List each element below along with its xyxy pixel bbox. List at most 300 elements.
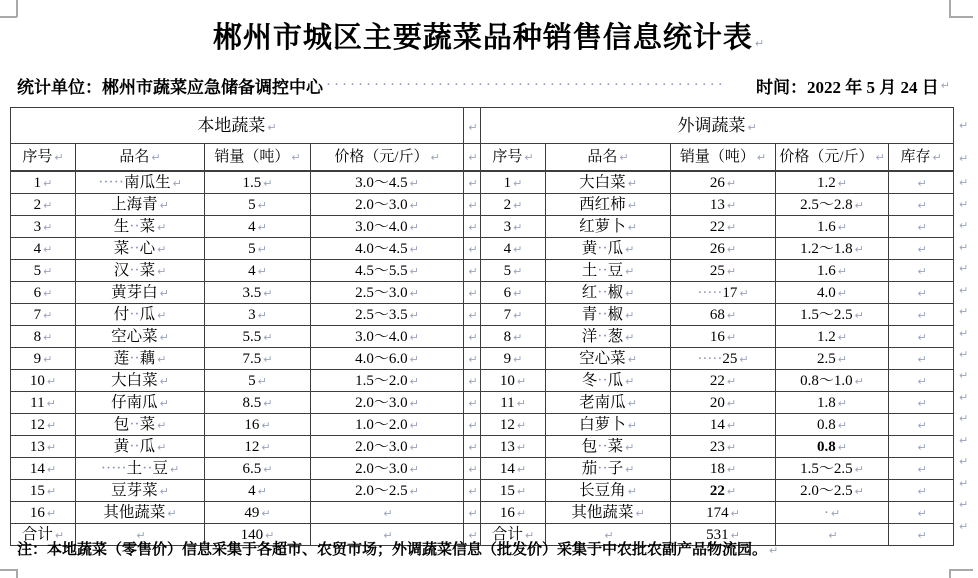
paragraph-mark: ↵ bbox=[854, 484, 864, 498]
paragraph-mark: ↵ bbox=[157, 352, 167, 366]
imported-price-cell: 1.6 ↵ bbox=[776, 260, 889, 282]
paragraph-mark: ↵ bbox=[513, 220, 523, 234]
local-seq-cell: 16 ↵ bbox=[11, 502, 76, 524]
local-price-cell: 4.0～4.5 ↵ bbox=[311, 238, 464, 260]
paragraph-mark: ↵ bbox=[959, 305, 969, 319]
paragraph-mark: ↵ bbox=[854, 242, 864, 256]
paragraph-mark: ↵ bbox=[468, 462, 478, 476]
paragraph-mark: ↵ bbox=[625, 308, 635, 322]
table-row bbox=[11, 458, 954, 480]
local-name-cell: 菜··心 ↵ bbox=[76, 238, 205, 260]
paragraph-mark: ↵ bbox=[854, 198, 864, 212]
paragraph-mark: ↵ bbox=[257, 220, 267, 234]
paragraph-mark: ↵ bbox=[43, 330, 53, 344]
imported-name-header: 品名 ↵ bbox=[546, 144, 671, 172]
paragraph-mark: ↵ bbox=[513, 286, 523, 300]
imported-price-cell: 2.0～2.5 ↵ bbox=[776, 480, 889, 502]
local-name-cell: 莲··藕 ↵ bbox=[76, 348, 205, 370]
local-price-cell: 2.5～3.0 ↵ bbox=[311, 282, 464, 304]
paragraph-mark: ↵ bbox=[917, 220, 927, 234]
local-name-header: 品名 ↵ bbox=[76, 144, 205, 172]
paragraph-mark: ↵ bbox=[917, 440, 927, 454]
paragraph-mark: ↵ bbox=[263, 462, 273, 476]
paragraph-mark: ↵ bbox=[625, 440, 635, 454]
paragraph-mark: ↵ bbox=[917, 176, 927, 190]
table-row bbox=[11, 414, 954, 436]
paragraph-mark: ↵ bbox=[625, 374, 635, 388]
local-price-cell: 1.5～2.0 ↵ bbox=[311, 370, 464, 392]
paragraph-mark: ↵ bbox=[409, 264, 419, 278]
paragraph-mark: ↵ bbox=[747, 121, 757, 134]
imported-sales-cell: ·····17 ↵ bbox=[671, 282, 776, 304]
paragraph-mark: ↵ bbox=[959, 433, 969, 447]
paragraph-mark-row bbox=[957, 172, 971, 193]
imported-name-cell: 西红柿 ↵ bbox=[546, 194, 671, 216]
local-sales-cell: 5 ↵ bbox=[205, 194, 311, 216]
paragraph-mark: ↵ bbox=[46, 484, 57, 498]
imported-sales-cell: 174 ↵ bbox=[671, 502, 776, 524]
paragraph-mark: ↵ bbox=[726, 440, 737, 454]
paragraph-mark-row bbox=[957, 193, 971, 214]
imported-name-cell: 冬··瓜 ↵ bbox=[546, 370, 671, 392]
paragraph-mark: ↵ bbox=[263, 396, 273, 410]
paragraph-mark: ↵ bbox=[917, 330, 927, 344]
paragraph-mark: ↵ bbox=[409, 308, 419, 322]
paragraph-mark: ↵ bbox=[409, 220, 419, 234]
paragraph-mark-row bbox=[957, 301, 971, 322]
paragraph-mark-row bbox=[957, 365, 971, 386]
paragraph-mark: ↵ bbox=[257, 198, 267, 212]
local-seq-cell: 13 ↵ bbox=[11, 436, 76, 458]
local-price-cell bbox=[311, 502, 464, 524]
local-sales-cell: 5 ↵ bbox=[205, 370, 311, 392]
paragraph-mark: ↵ bbox=[726, 330, 737, 344]
imported-seq-cell: 12 ↵ bbox=[481, 414, 546, 436]
paragraph-mark: ↵ bbox=[917, 418, 927, 432]
statistics-table bbox=[10, 107, 954, 546]
paragraph-mark: ↵ bbox=[726, 462, 737, 476]
paragraph-mark-row bbox=[957, 494, 971, 515]
paragraph-mark: ↵ bbox=[46, 396, 56, 410]
imported-stock-cell bbox=[889, 171, 954, 194]
imported-stock-cell bbox=[889, 370, 954, 392]
separator-cell bbox=[464, 216, 481, 238]
paragraph-mark: ↵ bbox=[136, 528, 146, 542]
imported-price-header: 价格（元/斤） ↵ bbox=[776, 144, 889, 172]
paragraph-mark: ↵ bbox=[959, 412, 969, 426]
imported-seq-cell: 15 ↵ bbox=[481, 480, 546, 502]
paragraph-mark-row bbox=[957, 516, 971, 537]
paragraph-mark: ↵ bbox=[619, 150, 629, 164]
imported-stock-cell bbox=[889, 282, 954, 304]
local-price-cell: 2.0～3.0 ↵ bbox=[311, 458, 464, 480]
local-seq-header: 序号 ↵ bbox=[11, 144, 76, 172]
local-sales-cell: 4 ↵ bbox=[205, 480, 311, 502]
paragraph-mark: ↵ bbox=[409, 198, 419, 212]
paragraph-mark: ↵ bbox=[468, 264, 478, 278]
paragraph-mark: ↵ bbox=[726, 484, 737, 498]
paragraph-mark: ↵ bbox=[627, 418, 637, 432]
imported-stock-cell bbox=[889, 458, 954, 480]
local-price-cell: 2.0～3.0 ↵ bbox=[311, 392, 464, 414]
paragraph-mark: ↵ bbox=[959, 219, 969, 233]
paragraph-mark-row bbox=[957, 344, 971, 365]
paragraph-mark: ↵ bbox=[157, 264, 167, 278]
paragraph-mark: ↵ bbox=[516, 374, 527, 388]
paragraph-mark: ↵ bbox=[917, 462, 927, 476]
paragraph-mark: ↵ bbox=[157, 308, 167, 322]
local-seq-cell: 9 ↵ bbox=[11, 348, 76, 370]
paragraph-mark: ↵ bbox=[940, 78, 950, 92]
separator-cell bbox=[464, 260, 481, 282]
imported-name-cell: 青··椒 ↵ bbox=[546, 304, 671, 326]
paragraph-mark: ↵ bbox=[430, 150, 440, 164]
paragraph-mark: ↵ bbox=[468, 242, 478, 256]
local-seq-cell: 2 ↵ bbox=[11, 194, 76, 216]
paragraph-mark: ↵ bbox=[159, 396, 169, 410]
paragraph-mark: ↵ bbox=[524, 528, 535, 542]
paragraph-mark-row bbox=[957, 258, 971, 279]
footnote-text: 注：本地蔬菜（零售价）信息采集于各超市、农贸市场；外调蔬菜信息（批发价）采集于中农批农副产品物流园。 bbox=[17, 542, 768, 558]
imported-stock-cell bbox=[889, 260, 954, 282]
paragraph-mark: ↵ bbox=[854, 374, 864, 388]
local-total-label-cell: 合计 ↵ bbox=[11, 524, 76, 546]
table-row bbox=[11, 370, 954, 392]
paragraph-mark: ↵ bbox=[468, 121, 478, 134]
paragraph-mark: ↵ bbox=[854, 308, 864, 322]
paragraph-mark: ↵ bbox=[627, 484, 637, 498]
local-price-cell: 1.0～2.0 ↵ bbox=[311, 414, 464, 436]
imported-stock-cell bbox=[889, 502, 954, 524]
local-name-cell: 生··菜 ↵ bbox=[76, 216, 205, 238]
paragraph-mark: ↵ bbox=[409, 396, 419, 410]
table-row bbox=[11, 436, 954, 458]
imported-seq-cell: 16 ↵ bbox=[481, 502, 546, 524]
subtitle-line bbox=[17, 73, 950, 97]
paragraph-mark: ↵ bbox=[959, 151, 969, 165]
paragraph-mark-row bbox=[957, 236, 971, 257]
paragraph-mark-row bbox=[957, 473, 971, 494]
paragraph-mark: ↵ bbox=[54, 528, 65, 542]
paragraph-mark: ↵ bbox=[265, 528, 275, 542]
paragraph-mark: ↵ bbox=[726, 374, 737, 388]
local-price-cell: 4.5～5.5 ↵ bbox=[311, 260, 464, 282]
imported-name-cell: 红··椒 ↵ bbox=[546, 282, 671, 304]
separator-cell bbox=[464, 458, 481, 480]
date-label: 时间：2022 年 5 月 24 日 bbox=[756, 77, 939, 97]
paragraph-mark: ↵ bbox=[627, 352, 637, 366]
paragraph-mark: ↵ bbox=[917, 528, 927, 542]
paragraph-mark: ↵ bbox=[739, 352, 749, 366]
paragraph-mark: ↵ bbox=[409, 374, 419, 388]
paragraph-mark-row bbox=[957, 107, 971, 144]
local-sales-cell: 3 ↵ bbox=[205, 304, 311, 326]
imported-name-cell: 长豆角 ↵ bbox=[546, 480, 671, 502]
paragraph-mark: ↵ bbox=[917, 506, 927, 520]
local-price-cell: 2.5～3.5 ↵ bbox=[311, 304, 464, 326]
paragraph-mark: ↵ bbox=[524, 150, 534, 164]
margin-corner-bottom-right-h bbox=[949, 569, 973, 571]
local-seq-cell: 1 ↵ bbox=[11, 171, 76, 194]
paragraph-mark: ↵ bbox=[959, 347, 969, 361]
paragraph-mark: ↵ bbox=[468, 150, 478, 164]
imported-price-cell: 0.8 ↵ bbox=[776, 436, 889, 458]
stat-unit-label: 统计单位：郴州市蔬菜应急储备调控中心 bbox=[17, 77, 323, 97]
paragraph-mark: ↵ bbox=[409, 462, 419, 476]
local-seq-cell: 7 ↵ bbox=[11, 304, 76, 326]
imported-stock-cell bbox=[889, 348, 954, 370]
paragraph-mark: ↵ bbox=[159, 374, 169, 388]
paragraph-mark: ↵ bbox=[625, 462, 635, 476]
imported-price-cell: 1.2 ↵ bbox=[776, 171, 889, 194]
paragraph-mark: ↵ bbox=[159, 198, 169, 212]
paragraph-mark: ↵ bbox=[625, 330, 635, 344]
paragraph-mark: ↵ bbox=[159, 484, 169, 498]
paragraph-mark: ↵ bbox=[516, 418, 527, 432]
separator-cell bbox=[464, 502, 481, 524]
separator-cell bbox=[464, 144, 481, 172]
paragraph-mark: ↵ bbox=[830, 506, 841, 520]
local-seq-cell: 6 ↵ bbox=[11, 282, 76, 304]
local-name-cell: 包··菜 ↵ bbox=[76, 414, 205, 436]
local-price-cell: 3.0～4.5 ↵ bbox=[311, 171, 464, 194]
separator-cell bbox=[464, 326, 481, 348]
margin-corner-bottom-left-h bbox=[0, 569, 17, 571]
separator-cell bbox=[464, 480, 481, 502]
paragraph-mark: ↵ bbox=[170, 462, 180, 476]
paragraph-mark-row bbox=[957, 387, 971, 408]
paragraph-mark: ↵ bbox=[468, 528, 478, 542]
paragraph-mark: ↵ bbox=[468, 176, 478, 190]
paragraph-mark: ↵ bbox=[837, 330, 848, 344]
separator-cell bbox=[464, 171, 481, 194]
imported-stock-cell bbox=[889, 392, 954, 414]
paragraph-mark: ↵ bbox=[959, 498, 969, 512]
paragraph-mark: ↵ bbox=[267, 121, 277, 134]
imported-seq-cell: 10 ↵ bbox=[481, 370, 546, 392]
paragraph-mark: ↵ bbox=[263, 330, 273, 344]
paragraph-mark: ↵ bbox=[257, 308, 267, 322]
local-sales-cell: 49 ↵ bbox=[205, 502, 311, 524]
table-body bbox=[11, 171, 954, 546]
imported-sales-cell: 22 ↵ bbox=[671, 216, 776, 238]
paragraph-mark: ↵ bbox=[157, 220, 167, 234]
paragraph-mark: ↵ bbox=[625, 264, 635, 278]
paragraph-mark: ↵ bbox=[627, 176, 637, 190]
paragraph-mark: ↵ bbox=[43, 242, 53, 256]
local-seq-cell: 12 ↵ bbox=[11, 414, 76, 436]
local-sales-cell: 3.5 ↵ bbox=[205, 282, 311, 304]
paragraph-mark: ↵ bbox=[513, 242, 523, 256]
separator-cell bbox=[464, 238, 481, 260]
imported-name-cell: 茄··子 ↵ bbox=[546, 458, 671, 480]
imported-price-cell: 2.5～2.8 ↵ bbox=[776, 194, 889, 216]
paragraph-mark: ↵ bbox=[468, 220, 478, 234]
table-row bbox=[11, 348, 954, 370]
imported-price-cell: 4.0 ↵ bbox=[776, 282, 889, 304]
local-name-cell: 黄··瓜 ↵ bbox=[76, 436, 205, 458]
imported-total-sales-cell: 531 ↵ bbox=[671, 524, 776, 546]
paragraph-mark: ↵ bbox=[635, 506, 645, 520]
paragraph-mark: ↵ bbox=[46, 506, 57, 520]
paragraph-mark: ↵ bbox=[837, 264, 848, 278]
paragraph-mark: ↵ bbox=[917, 242, 927, 256]
local-name-cell: 汉··菜 ↵ bbox=[76, 260, 205, 282]
imported-name-cell: 黄··瓜 ↵ bbox=[546, 238, 671, 260]
paragraph-mark: ↵ bbox=[468, 440, 478, 454]
vegetable-table bbox=[10, 107, 954, 546]
paragraph-mark: ↵ bbox=[157, 440, 167, 454]
local-seq-cell: 10 ↵ bbox=[11, 370, 76, 392]
paragraph-mark: ↵ bbox=[54, 150, 64, 164]
paragraph-mark: ↵ bbox=[959, 176, 969, 190]
paragraph-mark: ↵ bbox=[627, 198, 637, 212]
paragraph-mark: ↵ bbox=[263, 286, 273, 300]
paragraph-mark: ↵ bbox=[837, 418, 848, 432]
local-price-cell: 2.0～3.0 ↵ bbox=[311, 436, 464, 458]
paragraph-mark: ↵ bbox=[917, 484, 927, 498]
paragraph-mark: ↵ bbox=[468, 374, 478, 388]
paragraph-mark: ↵ bbox=[959, 283, 969, 297]
imported-name-cell: 土··豆 ↵ bbox=[546, 260, 671, 282]
paragraph-mark: ↵ bbox=[257, 484, 267, 498]
paragraph-mark-row bbox=[957, 408, 971, 429]
imported-name-cell: 其他蔬菜 ↵ bbox=[546, 502, 671, 524]
imported-name-cell: 大白菜 ↵ bbox=[546, 171, 671, 194]
paragraph-mark: ↵ bbox=[875, 150, 885, 164]
paragraph-mark: ↵ bbox=[263, 176, 273, 190]
local-price-cell: 3.0～4.0 ↵ bbox=[311, 216, 464, 238]
document-title bbox=[0, 16, 978, 60]
paragraph-mark: ↵ bbox=[625, 286, 635, 300]
paragraph-mark: ↵ bbox=[627, 396, 637, 410]
title-text: 郴州市城区主要蔬菜品种销售信息统计表 bbox=[212, 22, 753, 54]
imported-seq-cell: 11 ↵ bbox=[481, 392, 546, 414]
imported-sales-cell: 14 ↵ bbox=[671, 414, 776, 436]
space-marks: ·················································· bbox=[326, 76, 726, 93]
paragraph-mark: ↵ bbox=[43, 220, 53, 234]
imported-total-label-cell: 合计 ↵ bbox=[481, 524, 546, 546]
paragraph-mark: ↵ bbox=[468, 418, 478, 432]
paragraph-mark: ↵ bbox=[43, 286, 53, 300]
paragraph-mark: ↵ bbox=[409, 330, 419, 344]
paragraph-mark: ↵ bbox=[43, 352, 53, 366]
paragraph-mark: ↵ bbox=[730, 506, 740, 520]
paragraph-mark: ↵ bbox=[837, 396, 848, 410]
local-group-header: 本地蔬菜 ↵ bbox=[11, 108, 464, 144]
paragraph-mark: ↵ bbox=[468, 330, 478, 344]
imported-price-cell: 0.8～1.0 ↵ bbox=[776, 370, 889, 392]
group-header-row bbox=[11, 108, 954, 144]
imported-seq-cell: 6 ↵ bbox=[481, 282, 546, 304]
paragraph-mark: ↵ bbox=[959, 262, 969, 276]
paragraph-mark: ↵ bbox=[754, 37, 766, 50]
column-header-row bbox=[11, 144, 954, 172]
margin-corner-bottom-right-v bbox=[949, 569, 951, 578]
paragraph-mark: ↵ bbox=[263, 352, 273, 366]
paragraph-mark: ↵ bbox=[730, 528, 740, 542]
paragraph-mark: ↵ bbox=[739, 286, 749, 300]
paragraph-mark: ↵ bbox=[854, 462, 864, 476]
paragraph-mark-row bbox=[957, 451, 971, 472]
paragraph-mark: ↵ bbox=[959, 326, 969, 340]
imported-price-cell: 1.5～2.5 ↵ bbox=[776, 304, 889, 326]
local-price-header: 价格（元/斤） ↵ bbox=[311, 144, 464, 172]
paragraph-mark: ↵ bbox=[917, 198, 927, 212]
local-sales-cell: 4 ↵ bbox=[205, 260, 311, 282]
paragraph-mark: ↵ bbox=[726, 264, 737, 278]
local-sales-cell: 7.5 ↵ bbox=[205, 348, 311, 370]
local-name-cell: 黄芽白 ↵ bbox=[76, 282, 205, 304]
table-row bbox=[11, 194, 954, 216]
separator-cell bbox=[464, 348, 481, 370]
local-name-cell: 空心菜 ↵ bbox=[76, 326, 205, 348]
paragraph-mark: ↵ bbox=[516, 440, 527, 454]
imported-group-header: 外调蔬菜 ↵ bbox=[481, 108, 954, 144]
local-sales-cell: 5 ↵ bbox=[205, 238, 311, 260]
paragraph-mark: ↵ bbox=[837, 220, 848, 234]
paragraph-mark: ↵ bbox=[959, 197, 969, 211]
imported-seq-cell: 9 ↵ bbox=[481, 348, 546, 370]
imported-price-cell: 0.8 ↵ bbox=[776, 414, 889, 436]
paragraph-mark: ↵ bbox=[932, 150, 942, 164]
table-row bbox=[11, 260, 954, 282]
table-row bbox=[11, 216, 954, 238]
imported-price-cell: 1.6 ↵ bbox=[776, 216, 889, 238]
local-seq-cell: 11 ↵ bbox=[11, 392, 76, 414]
paragraph-mark: ↵ bbox=[46, 374, 57, 388]
paragraph-mark: ↵ bbox=[409, 484, 419, 498]
paragraph-mark: ↵ bbox=[513, 330, 523, 344]
table-row bbox=[11, 502, 954, 524]
imported-stock-cell bbox=[889, 480, 954, 502]
paragraph-mark: ↵ bbox=[468, 352, 478, 366]
separator-cell bbox=[464, 392, 481, 414]
imported-sales-cell: 16 ↵ bbox=[671, 326, 776, 348]
local-sales-cell: 1.5 ↵ bbox=[205, 171, 311, 194]
local-sales-cell: 16 ↵ bbox=[205, 414, 311, 436]
imported-price-cell: 2.5 ↵ bbox=[776, 348, 889, 370]
paragraph-mark: ↵ bbox=[726, 198, 737, 212]
imported-price-cell: 1.8 ↵ bbox=[776, 392, 889, 414]
paragraph-mark: ↵ bbox=[468, 308, 478, 322]
local-sales-cell: 5.5 ↵ bbox=[205, 326, 311, 348]
paragraph-mark: ↵ bbox=[959, 519, 969, 533]
paragraph-mark: ↵ bbox=[959, 240, 969, 254]
paragraph-mark: ↵ bbox=[516, 484, 527, 498]
separator-cell bbox=[464, 414, 481, 436]
paragraph-mark: ↵ bbox=[837, 176, 848, 190]
paragraph-mark: ↵ bbox=[409, 418, 419, 432]
paragraph-mark: ↵ bbox=[383, 506, 393, 520]
imported-sales-cell: 25 ↵ bbox=[671, 260, 776, 282]
paragraph-mark: ↵ bbox=[516, 462, 527, 476]
paragraph-mark: ↵ bbox=[151, 150, 161, 164]
local-name-cell: 仔南瓜 ↵ bbox=[76, 392, 205, 414]
paragraph-mark: ↵ bbox=[917, 374, 927, 388]
paragraph-mark: ↵ bbox=[468, 286, 478, 300]
paragraph-mark: ↵ bbox=[726, 396, 737, 410]
paragraph-mark: ↵ bbox=[261, 418, 271, 432]
local-sales-cell: 6.5 ↵ bbox=[205, 458, 311, 480]
paragraph-mark-row bbox=[957, 144, 971, 172]
local-price-cell: 2.0～2.5 ↵ bbox=[311, 480, 464, 502]
paragraph-mark: ↵ bbox=[409, 440, 419, 454]
imported-stock-cell bbox=[889, 326, 954, 348]
paragraph-mark: ↵ bbox=[468, 506, 478, 520]
paragraph-mark: ↵ bbox=[257, 374, 267, 388]
separator-cell bbox=[464, 370, 481, 392]
